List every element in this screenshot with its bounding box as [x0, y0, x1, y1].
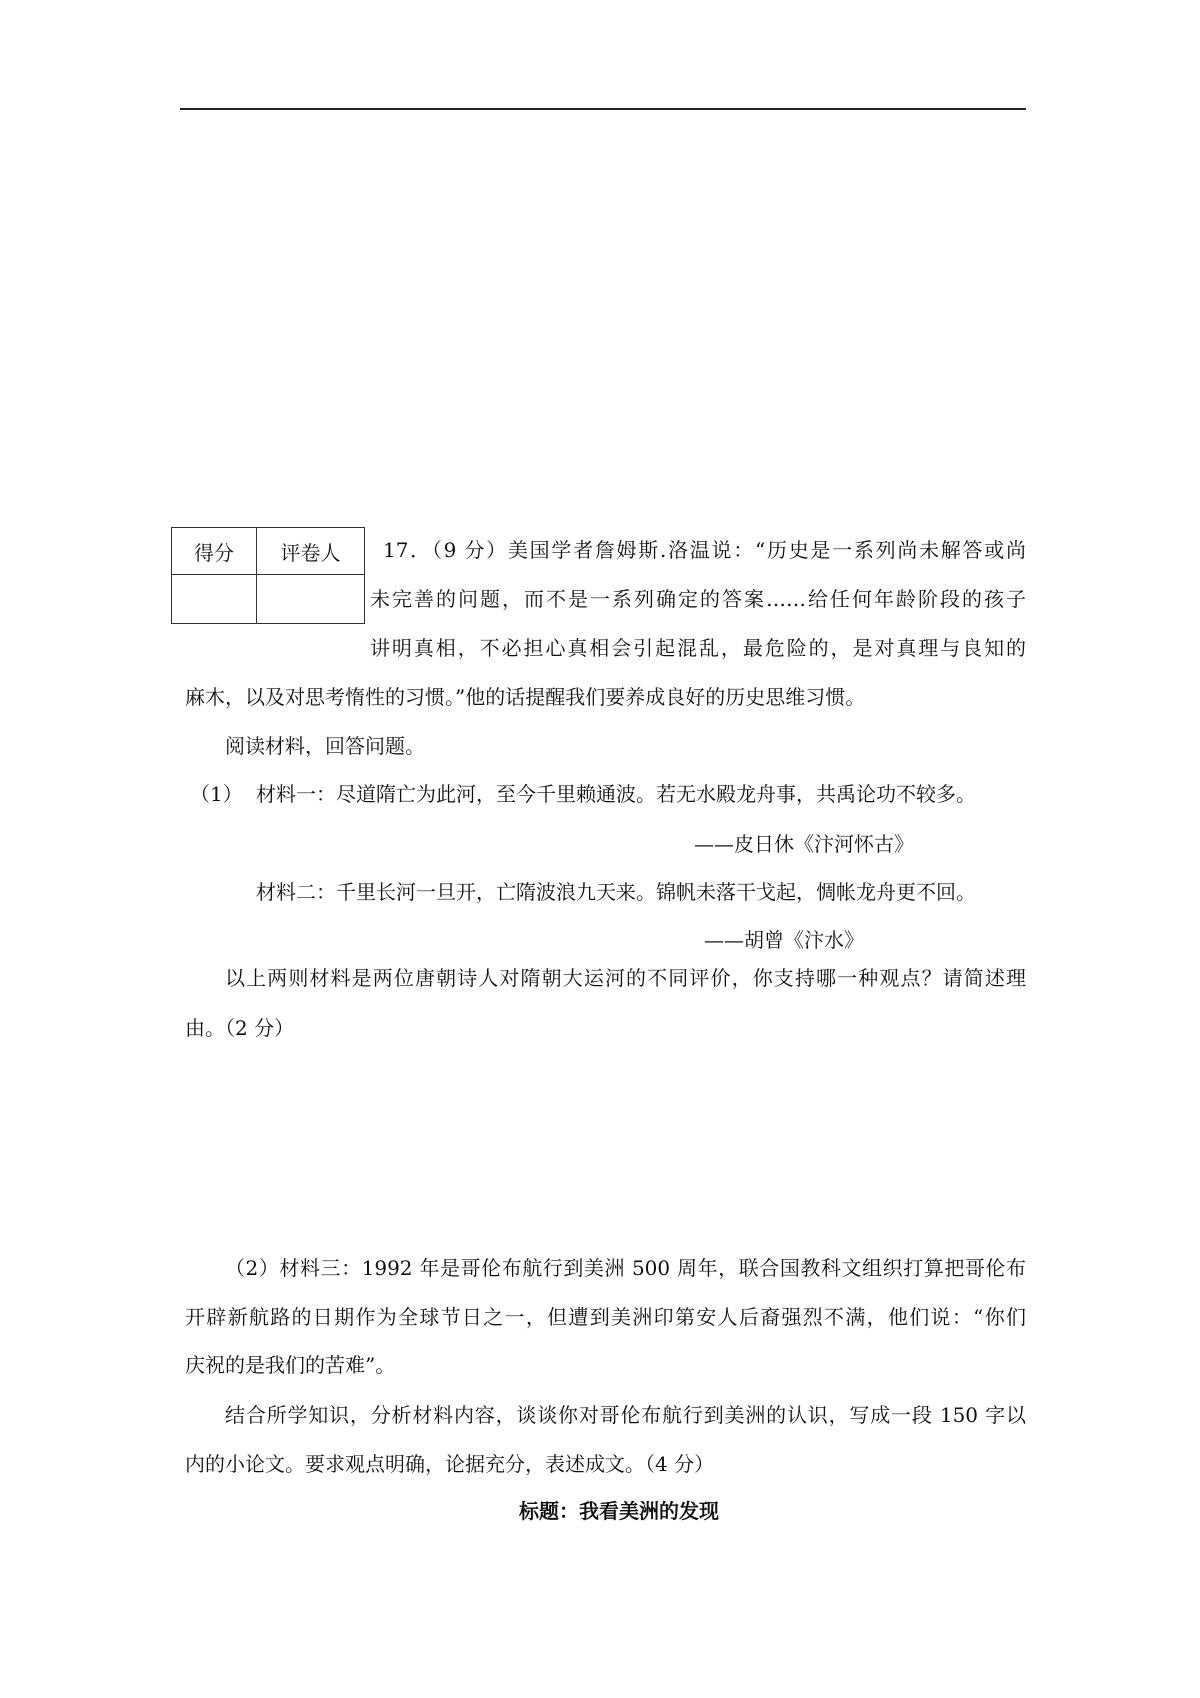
material2-text: 材料二：千里长河一旦开，亡隋波浪九天来。锦帆未落干戈起，惆帐龙舟更不回。	[256, 880, 976, 904]
essay-title: 标题：我看美洲的发现	[519, 1499, 719, 1523]
score-label: 得分	[172, 528, 257, 575]
part1-question-line-1: 以上两则材料是两位唐朝诗人对隋朝大运河的不同评价，你支持哪一种观点？请简述理	[225, 966, 1026, 990]
score-cell	[172, 575, 257, 624]
score-table	[171, 527, 365, 624]
material1-source: ——皮日休《汴河怀古》	[694, 832, 914, 856]
material3-line-3: 庆祝的是我们的苦难”。	[185, 1353, 396, 1377]
header-rule	[180, 108, 1026, 110]
intro-line-1: 17．（9 分）美国学者詹姆斯.洛温说：“历史是一系列尚未解答或尚	[383, 538, 1026, 562]
instruction-text: 阅读材料，回答问题。	[225, 734, 425, 758]
grader-label: 评卷人	[257, 528, 365, 575]
material3-line-1: （2）材料三：1992 年是哥伦布航行到美洲 500 周年，联合国教科文组织打算把哥伦布	[225, 1256, 1026, 1280]
part2-question-line-1: 结合所学知识，分析材料内容，谈谈你对哥伦布航行到美洲的认识，写成一段 150 字以	[225, 1403, 1026, 1427]
intro-line-4: 麻木，以及对思考惰性的习惯。”他的话提醒我们要养成良好的历史思维习惯。	[185, 685, 866, 709]
part2-question-line-2: 内的小论文。要求观点明确，论据充分，表述成文。（4 分）	[185, 1452, 715, 1476]
material2-source: ——胡曾《汴水》	[704, 928, 864, 952]
material3-line-2: 开辟新航路的日期作为全球节日之一，但遭到美洲印第安人后裔强烈不满，他们说：“你们	[185, 1305, 1026, 1329]
material1-text: 材料一：尽道隋亡为此河，至今千里赖通波。若无水殿龙舟事，共禹论功不较多。	[256, 782, 976, 806]
intro-line-2: 未完善的问题，而不是一系列确定的答案……给任何年龄阶段的孩子	[370, 587, 1026, 611]
intro-line-3: 讲明真相，不必担心真相会引起混乱，最危险的，是对真理与良知的	[370, 636, 1026, 660]
part1-number: （1）	[190, 782, 243, 806]
part1-question-line-2: 由。（2 分）	[185, 1016, 295, 1040]
grader-cell	[257, 575, 365, 624]
